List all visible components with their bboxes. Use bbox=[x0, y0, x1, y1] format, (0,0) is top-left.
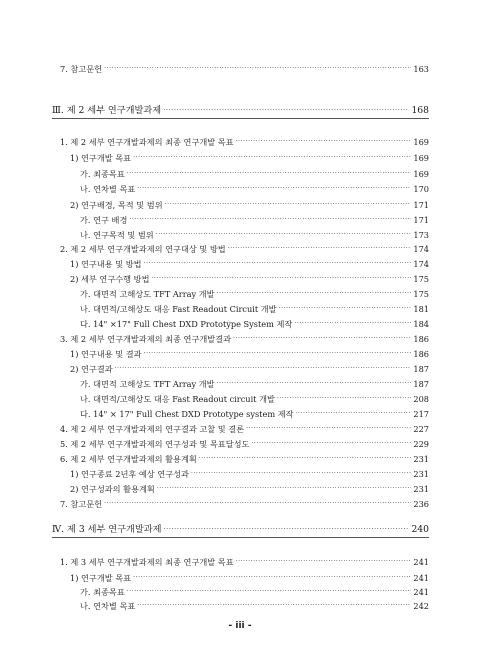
dot-leader bbox=[144, 345, 412, 357]
dot-leader bbox=[279, 300, 412, 312]
toc-entry-page: 171 bbox=[413, 215, 429, 225]
toc-entry-title: 가. 최종목표 bbox=[80, 169, 125, 179]
toc-entry-title: 6. 제 2 세부 연구개발과제의 활용계획 bbox=[60, 454, 197, 464]
page-number-footer: - iii - bbox=[228, 621, 252, 631]
toc-chapter-entry[interactable] bbox=[52, 520, 429, 535]
toc-entry-title: 나. 연차별 목표 bbox=[80, 184, 136, 194]
dot-leader bbox=[191, 465, 411, 477]
toc-entry-title: 2. 제 2 세부 연구개발과제의 연구대상 및 방법 bbox=[60, 244, 226, 254]
toc-entry[interactable] bbox=[80, 165, 429, 177]
dot-leader bbox=[163, 101, 409, 113]
toc-entry-title: 5. 제 2 세부 연구개발과제의 연구성과 및 목표달성도 bbox=[60, 439, 250, 449]
toc-entry[interactable] bbox=[70, 465, 429, 477]
toc-entry-title: 2) 연구배경, 목적 및 범위 bbox=[70, 200, 163, 210]
toc-entry-page: 169 bbox=[413, 169, 429, 179]
toc-entry-page: 217 bbox=[413, 409, 429, 419]
toc-entry-title: 나. 연구목적 및 범위 bbox=[80, 230, 154, 240]
toc-entry[interactable] bbox=[80, 315, 429, 327]
toc-entry[interactable] bbox=[80, 405, 429, 417]
dot-leader bbox=[129, 211, 411, 223]
dot-leader bbox=[165, 196, 412, 208]
dot-leader bbox=[228, 240, 412, 252]
dot-leader bbox=[233, 330, 411, 342]
toc-entry[interactable] bbox=[60, 240, 429, 252]
toc-entry-title: 가. 연구 배경 bbox=[80, 215, 128, 225]
toc-entry-title: 가. 대면적 고해상도 TFT Array 개발 bbox=[80, 379, 215, 389]
toc-entry-page: 242 bbox=[413, 601, 429, 611]
toc-entry[interactable] bbox=[70, 196, 429, 208]
toc-entry-page: 186 bbox=[413, 349, 429, 359]
toc-entry-page: 174 bbox=[413, 259, 429, 269]
dot-leader bbox=[217, 285, 412, 297]
toc-entry-title: 나. 연차별 목표 bbox=[80, 601, 136, 611]
toc-entry[interactable] bbox=[70, 360, 429, 372]
toc-entry-page: 170 bbox=[413, 184, 429, 194]
chapter-divider-rule bbox=[52, 537, 429, 538]
toc-entry[interactable] bbox=[70, 480, 429, 492]
toc-entry-page: 236 bbox=[413, 499, 429, 509]
toc-entry-page: 231 bbox=[413, 469, 429, 479]
dot-leader bbox=[133, 569, 411, 581]
toc-entry[interactable] bbox=[70, 255, 429, 267]
dot-leader bbox=[127, 165, 412, 177]
toc-entry[interactable] bbox=[60, 553, 429, 565]
toc-entry-page: 168 bbox=[411, 105, 429, 116]
toc-entry-title: 3. 제 2 세부 연구개발과제의 최종 연구개발결과 bbox=[60, 334, 232, 344]
toc-entry-title: 2) 세부 연구수행 방법 bbox=[70, 274, 150, 284]
toc-entry-title: 4. 제 2 세부 연구개발과제의 연구결과 고찰 및 결론 bbox=[60, 424, 245, 434]
dot-leader bbox=[236, 553, 412, 565]
toc-entry-page: 229 bbox=[413, 439, 429, 449]
toc-entry-title: 나. 대면적/고해상도 대응 Fast Readout circuit 개발 bbox=[80, 394, 275, 404]
toc-entry[interactable] bbox=[70, 569, 429, 581]
dot-leader bbox=[277, 390, 411, 402]
toc-entry-title: 가. 대면적 고해상도 TFT Array 개발 bbox=[80, 289, 215, 299]
dot-leader bbox=[137, 180, 411, 192]
dot-leader bbox=[144, 255, 412, 267]
toc-entry-title: 2) 연구성과의 활용계획 bbox=[70, 484, 155, 494]
dot-leader bbox=[199, 450, 412, 462]
toc-entry-page: 169 bbox=[413, 137, 429, 147]
dot-leader bbox=[115, 360, 412, 372]
toc-chapter-entry[interactable] bbox=[52, 101, 429, 116]
toc-entry[interactable] bbox=[60, 133, 429, 145]
toc-entry-page: 173 bbox=[413, 230, 429, 240]
toc-entry-page: 175 bbox=[413, 274, 429, 284]
toc-entry[interactable] bbox=[70, 149, 429, 161]
dot-leader bbox=[294, 315, 411, 327]
toc-entry[interactable] bbox=[80, 300, 429, 312]
toc-entry[interactable] bbox=[80, 597, 429, 609]
toc-entry-title: Ⅳ. 제 3 세부 연구개발과제 bbox=[52, 524, 162, 535]
toc-entry-page: 181 bbox=[413, 304, 429, 314]
toc-entry-page: 241 bbox=[413, 573, 429, 583]
toc-entry-title: 1) 연구개발 목표 bbox=[70, 153, 132, 163]
dot-leader bbox=[133, 149, 411, 161]
toc-entry-title: 가. 최종목표 bbox=[80, 587, 125, 597]
toc-entry-page: 175 bbox=[413, 289, 429, 299]
toc-entry[interactable] bbox=[80, 583, 429, 595]
toc-entry-page: 174 bbox=[413, 244, 429, 254]
dot-leader bbox=[137, 597, 411, 609]
toc-entry-page: 187 bbox=[413, 364, 429, 374]
toc-entry-page: 231 bbox=[413, 454, 429, 464]
toc-entry-title: 1. 제 3 세부 연구개발과제의 최종 연구개발 목표 bbox=[60, 557, 234, 567]
toc-entry-page: 169 bbox=[413, 153, 429, 163]
toc-entry-page: 208 bbox=[413, 394, 429, 404]
toc-entry-title: 7. 참고문헌 bbox=[60, 64, 103, 74]
dot-leader bbox=[127, 583, 412, 595]
toc-entry-page: 241 bbox=[413, 587, 429, 597]
dot-leader bbox=[217, 375, 412, 387]
toc-entry[interactable] bbox=[70, 345, 429, 357]
toc-entry-title: 7. 참고문헌 bbox=[60, 499, 103, 509]
dot-leader bbox=[236, 133, 412, 145]
chapter-divider-rule bbox=[52, 118, 429, 119]
toc-entry[interactable] bbox=[60, 60, 429, 72]
toc-entry[interactable] bbox=[80, 226, 429, 238]
toc-entry[interactable] bbox=[60, 330, 429, 342]
toc-entry[interactable] bbox=[80, 375, 429, 387]
toc-entry[interactable] bbox=[60, 420, 429, 432]
toc-entry-title: 다. 14" × 17" Full Chest DXD Prototype system 제작 bbox=[80, 409, 294, 419]
toc-entry-page: 187 bbox=[413, 379, 429, 389]
dot-leader bbox=[157, 480, 412, 492]
toc-entry[interactable] bbox=[80, 211, 429, 223]
dot-leader bbox=[104, 495, 411, 507]
dot-leader bbox=[104, 60, 411, 72]
toc-entry-title: 2) 연구결과 bbox=[70, 364, 113, 374]
toc-entry-page: 241 bbox=[413, 557, 429, 567]
toc-entry-page: 227 bbox=[413, 424, 429, 434]
dot-leader bbox=[156, 226, 412, 238]
dot-leader bbox=[251, 435, 411, 447]
toc-entry-title: 1) 연구내용 및 결과 bbox=[70, 349, 142, 359]
toc-entry-page: 171 bbox=[413, 200, 429, 210]
toc-entry[interactable] bbox=[80, 180, 429, 192]
toc-entry-title: 나. 대면적/고해상도 대응 Fast Readout Circuit 개발 bbox=[80, 304, 277, 314]
toc-entry-page: 163 bbox=[413, 64, 429, 74]
dot-leader bbox=[246, 420, 411, 432]
toc-entry-page: 231 bbox=[413, 484, 429, 494]
toc-entry-title: 1) 연구종료 2년후 예상 연구성과 bbox=[70, 469, 189, 479]
dot-leader bbox=[151, 270, 411, 282]
toc-entry-title: 1) 연구내용 및 방법 bbox=[70, 259, 142, 269]
toc-entry-title: 1. 제 2 세부 연구개발과제의 최종 연구개발 목표 bbox=[60, 137, 234, 147]
toc-entry-page: 184 bbox=[413, 319, 429, 329]
toc-entry[interactable] bbox=[60, 450, 429, 462]
toc-entry-title: Ⅲ. 제 2 세부 연구개발과제 bbox=[52, 105, 162, 116]
toc-entry[interactable] bbox=[80, 285, 429, 297]
dot-leader bbox=[164, 520, 410, 532]
toc-entry-page: 186 bbox=[413, 334, 429, 344]
toc-entry[interactable] bbox=[80, 390, 429, 402]
toc-entry-page: 240 bbox=[411, 524, 429, 535]
toc-entry-title: 다. 14" ×17" Full Chest DXD Prototype System 제작 bbox=[80, 319, 293, 329]
dot-leader bbox=[296, 405, 412, 417]
toc-entry[interactable] bbox=[70, 270, 429, 282]
toc-entry-title: 1) 연구개발 목표 bbox=[70, 573, 132, 583]
toc-entry[interactable] bbox=[60, 435, 429, 447]
toc-entry[interactable] bbox=[60, 495, 429, 507]
